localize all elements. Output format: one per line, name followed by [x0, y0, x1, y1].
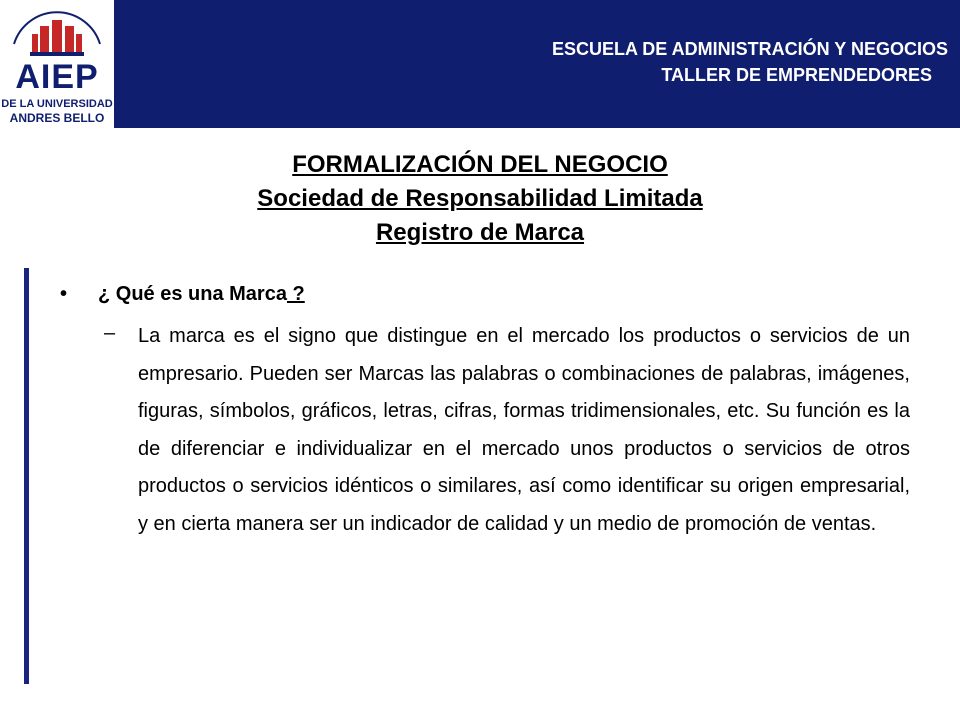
question-mark: ? [286, 283, 305, 305]
definition-paragraph: La marca es el signo que distingue en el mercado los productos o servicios de un empresario. Pueden ser Marcas las palabras o combinaciones de palabras, imágenes, figuras, símbolos, gráficos, letras, cifras, formas tridimensionales, etc. Su función es la de diferenciar e individualizar en el mercado unos productos o servicios de otros productos o servicios idénticos o similares, así como identificar su origen empresarial, y en cierta manera ser un indicador de calidad y un medio de promoción de ventas. [138, 325, 910, 535]
university-building-icon [0, 0, 114, 60]
bullet-marker: • [60, 283, 68, 305]
question-text: ¿ Qué es una Marca [98, 283, 287, 305]
header-bar [0, 0, 960, 128]
logo-wordmark: AIEP [15, 58, 99, 96]
left-accent-rule [24, 268, 29, 684]
slide-title: FORMALIZACIÓN DEL NEGOCIO [292, 151, 668, 178]
slide-titles [100, 148, 860, 250]
slide-subtitle-1: Sociedad de Responsabilidad Limitada [257, 185, 703, 212]
sub-bullet-dash: – [104, 322, 116, 344]
logo-subtitle-2: ANDRES BELLO [9, 111, 105, 125]
header-titles [552, 36, 948, 88]
school-name: ESCUELA DE ADMINISTRACIÓN Y NEGOCIOS [551, 39, 948, 59]
workshop-name: TALLER DE EMPRENDEDORES [661, 65, 932, 85]
slide-subtitle-2: Registro de Marca [375, 219, 585, 246]
bullet-question [98, 283, 305, 306]
logo-subtitle-1: DE LA UNIVERSIDAD [1, 98, 113, 110]
aiep-logo [0, 0, 115, 128]
